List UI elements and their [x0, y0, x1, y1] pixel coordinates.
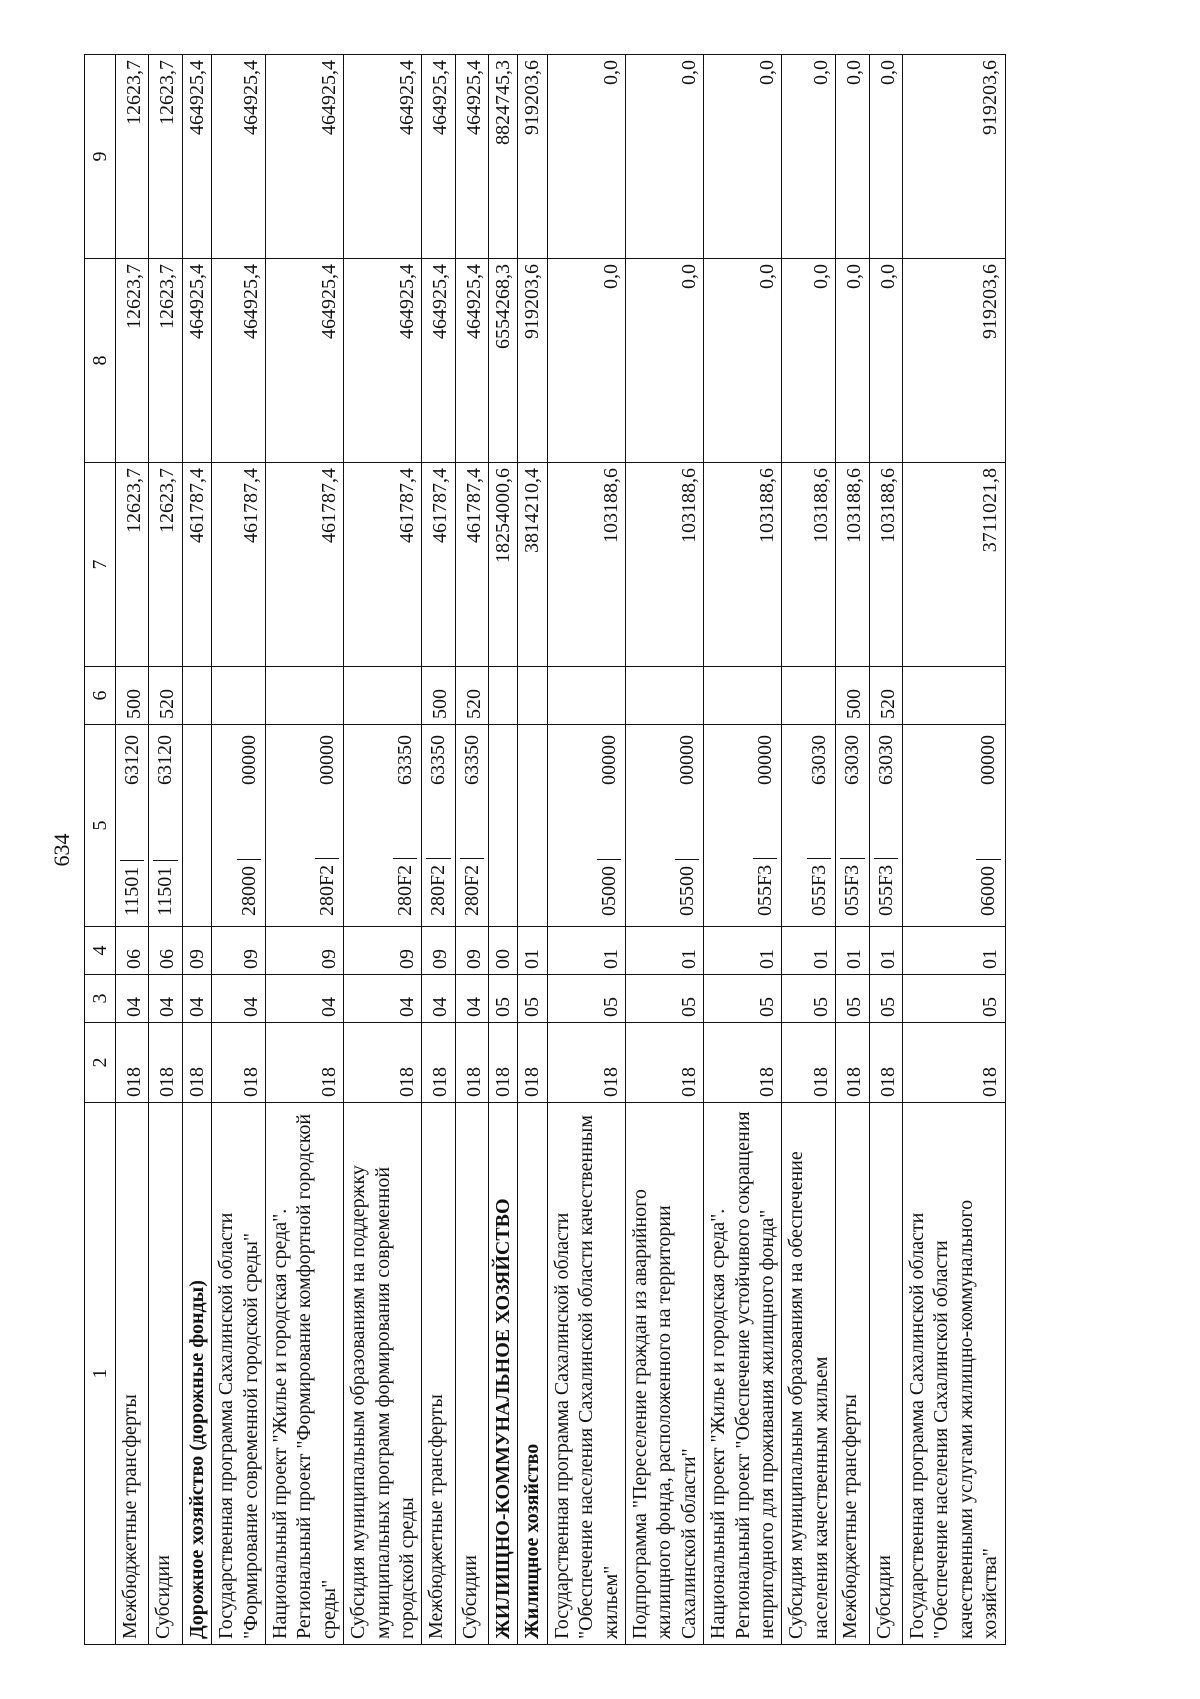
row-name: Государственная программа Сахалинской области "Обеспечение населения Сахалинской области качественными услугами жилищно-коммунального хозяйства" [902, 1103, 1005, 1645]
ministry-code: 018 [265, 1023, 343, 1103]
subsection-code: 09 [344, 927, 422, 975]
expense-type-code [212, 667, 266, 725]
subsection-code: 01 [547, 927, 625, 975]
target-article [235, 730, 263, 921]
expense-type-code [626, 667, 704, 725]
row-name: Субсидия муниципальным образованиям на обеспечение населения качественным жильем [782, 1103, 836, 1645]
ministry-code: 018 [547, 1023, 625, 1103]
header-row [85, 55, 116, 1645]
target-article [805, 730, 833, 921]
ministry-code: 018 [489, 1023, 518, 1103]
ministry-code: 018 [704, 1023, 782, 1103]
table-row [704, 55, 782, 1645]
amount-col-9: 0,0 [782, 55, 836, 259]
amount-col-8: 464925,4 [265, 259, 343, 463]
target-article [391, 730, 419, 921]
column-header: 3 [85, 975, 116, 1023]
target-article [151, 730, 179, 921]
row-name: Субсидия муниципальным образованиям на поддержку муниципальных программ формирования современной городской среды [344, 1103, 422, 1645]
target-article-direction: 63030 [841, 735, 864, 785]
target-article-program: 055F3 [874, 858, 898, 916]
expense-type-code [182, 667, 211, 725]
target-article-cell [265, 725, 343, 927]
section-code: 05 [626, 975, 704, 1023]
amount-col-9: 8824745,3 [489, 55, 518, 259]
target-article-program: 11501 [153, 860, 177, 916]
target-article-program: 05000 [597, 859, 621, 916]
ministry-code: 018 [116, 1023, 149, 1103]
target-article-cell [869, 725, 902, 927]
page-number: 634 [49, 833, 74, 867]
amount-col-7: 461787,4 [212, 463, 266, 667]
expense-type-code [518, 667, 547, 725]
section-code: 05 [518, 975, 547, 1023]
target-article [838, 730, 866, 921]
target-article-cell [704, 725, 782, 927]
section-code: 05 [902, 975, 1005, 1023]
section-code: 04 [116, 975, 149, 1023]
target-article [595, 730, 623, 921]
subsection-code: 01 [704, 927, 782, 975]
amount-col-7: 103188,6 [704, 463, 782, 667]
target-article-cell [902, 725, 1005, 927]
expense-type-code [902, 667, 1005, 725]
target-article [205, 730, 209, 921]
table-row [116, 55, 149, 1645]
amount-col-9: 464925,4 [344, 55, 422, 259]
row-name: Межбюджетные трансферты [836, 1103, 869, 1645]
amount-col-9: 919203,6 [518, 55, 547, 259]
row-name: Межбюджетные трансферты [422, 1103, 455, 1645]
expense-type-code [782, 667, 836, 725]
amount-col-8: 0,0 [836, 259, 869, 463]
amount-col-9: 464925,4 [212, 55, 266, 259]
target-article-program: 280F2 [393, 858, 417, 916]
target-article-cell [422, 725, 455, 927]
target-article-cell [489, 725, 518, 927]
subsection-code: 06 [116, 927, 149, 975]
row-name: Межбюджетные трансферты [116, 1103, 149, 1645]
expense-type-code: 500 [116, 667, 149, 725]
amount-col-8: 919203,6 [518, 259, 547, 463]
ministry-code: 018 [626, 1023, 704, 1103]
section-code: 05 [489, 975, 518, 1023]
subsection-code: 01 [626, 927, 704, 975]
target-article-direction: 63120 [154, 735, 177, 785]
target-article [458, 730, 486, 921]
expense-type-code [489, 667, 518, 725]
target-article [313, 730, 341, 921]
target-article-direction: 00000 [315, 735, 338, 785]
subsection-code: 00 [489, 927, 518, 975]
row-name: ЖИЛИЩНО-КОММУНАЛЬНОЕ ХОЗЯЙСТВО [489, 1103, 518, 1645]
column-header: 8 [85, 259, 116, 463]
subsection-code: 09 [212, 927, 266, 975]
document-page [40, 55, 1040, 1645]
target-article-cell [212, 725, 266, 927]
amount-col-8: 464925,4 [455, 259, 488, 463]
subsection-code: 01 [836, 927, 869, 975]
amount-col-9: 464925,4 [265, 55, 343, 259]
table-row [869, 55, 902, 1645]
amount-col-7: 103188,6 [626, 463, 704, 667]
target-article-cell [626, 725, 704, 927]
row-name: Национальный проект "Жилье и городская среда". Региональный проект "Формирование комфортной городской среды" [265, 1103, 343, 1645]
target-article-cell [455, 725, 488, 927]
amount-col-7: 18254000,6 [489, 463, 518, 667]
target-article-program: 055F3 [753, 858, 777, 916]
amount-col-7: 103188,6 [782, 463, 836, 667]
table-row [422, 55, 455, 1645]
ministry-code: 018 [836, 1023, 869, 1103]
target-article [872, 730, 900, 921]
amount-col-8: 0,0 [869, 259, 902, 463]
table-row [518, 55, 547, 1645]
target-article-program: 055F3 [840, 858, 864, 916]
amount-col-9: 464925,4 [422, 55, 455, 259]
subsection-code: 01 [869, 927, 902, 975]
expense-type-code [265, 667, 343, 725]
target-article-cell [782, 725, 836, 927]
target-article-direction: 63030 [874, 735, 897, 785]
section-code: 05 [782, 975, 836, 1023]
row-name: Национальный проект "Жилье и городская среда". Региональный проект "Обеспечение устойчивого сокращения непригодного для проживания жилищного фонда" [704, 1103, 782, 1645]
section-code: 04 [149, 975, 182, 1023]
table-row [782, 55, 836, 1645]
column-header: 7 [85, 463, 116, 667]
row-name: Дорожное хозяйство (дорожные фонды) [182, 1103, 211, 1645]
subsection-code: 01 [782, 927, 836, 975]
target-article-program: 05500 [675, 859, 699, 916]
ministry-code: 018 [782, 1023, 836, 1103]
amount-col-9: 919203,6 [902, 55, 1005, 259]
table-row [212, 55, 266, 1645]
row-name: Субсидии [149, 1103, 182, 1645]
amount-col-9: 0,0 [836, 55, 869, 259]
subsection-code: 09 [182, 927, 211, 975]
expense-type-code: 520 [149, 667, 182, 725]
target-article [424, 730, 452, 921]
amount-col-8: 0,0 [626, 259, 704, 463]
amount-col-7: 103188,6 [836, 463, 869, 667]
amount-col-8: 12623,7 [116, 259, 149, 463]
target-article-program: 280F2 [426, 858, 450, 916]
target-article-direction: 63350 [460, 735, 483, 785]
column-header: 1 [85, 1103, 116, 1645]
section-code: 05 [869, 975, 902, 1023]
column-header: 2 [85, 1023, 116, 1103]
section-code: 04 [422, 975, 455, 1023]
subsection-code: 09 [422, 927, 455, 975]
amount-col-8: 464925,4 [422, 259, 455, 463]
amount-col-9: 0,0 [626, 55, 704, 259]
amount-col-7: 461787,4 [265, 463, 343, 667]
target-article-cell [116, 725, 149, 927]
amount-col-8: 0,0 [547, 259, 625, 463]
amount-col-9: 12623,7 [116, 55, 149, 259]
amount-col-7: 461787,4 [344, 463, 422, 667]
target-article-direction: 00000 [597, 735, 620, 785]
target-article-direction: 63120 [121, 735, 143, 785]
target-article-direction: 00000 [675, 735, 698, 785]
section-code: 04 [212, 975, 266, 1023]
target-article [511, 730, 515, 921]
amount-col-8: 464925,4 [212, 259, 266, 463]
section-code: 04 [455, 975, 488, 1023]
subsection-code: 09 [455, 927, 488, 975]
target-article-direction: 63350 [427, 735, 450, 785]
amount-col-7: 461787,4 [455, 463, 488, 667]
amount-col-7: 3814210,4 [518, 463, 547, 667]
amount-col-7: 12623,7 [116, 463, 149, 667]
target-article-program: 055F3 [807, 858, 831, 916]
amount-col-7: 12623,7 [149, 463, 182, 667]
target-article-direction: 00000 [977, 735, 1000, 785]
expense-type-code [344, 667, 422, 725]
column-header: 5 [85, 725, 116, 927]
target-article-cell [547, 725, 625, 927]
table-row [836, 55, 869, 1645]
target-article-direction: 63350 [393, 735, 416, 785]
target-article [541, 730, 545, 921]
target-article [673, 730, 701, 921]
target-article-program: 280F2 [460, 858, 484, 916]
target-article-program: 28000 [237, 859, 261, 916]
table-row [489, 55, 518, 1645]
amount-col-9: 12623,7 [149, 55, 182, 259]
section-code: 05 [547, 975, 625, 1023]
amount-col-9: 0,0 [704, 55, 782, 259]
amount-col-8: 0,0 [782, 259, 836, 463]
amount-col-8: 6554268,3 [489, 259, 518, 463]
amount-col-8: 919203,6 [902, 259, 1005, 463]
target-article-program: 11501 [120, 860, 144, 916]
target-article-direction: 63030 [807, 735, 830, 785]
ministry-code: 018 [422, 1023, 455, 1103]
target-article-cell [149, 725, 182, 927]
ministry-code: 018 [902, 1023, 1005, 1103]
table-row [626, 55, 704, 1645]
ministry-code: 018 [212, 1023, 266, 1103]
target-article [118, 730, 146, 921]
amount-col-9: 464925,4 [455, 55, 488, 259]
target-article-cell [344, 725, 422, 927]
amount-col-8: 12623,7 [149, 259, 182, 463]
expense-type-code: 500 [422, 667, 455, 725]
table-row [547, 55, 625, 1645]
subsection-code: 06 [149, 927, 182, 975]
target-article-direction: 00000 [753, 735, 776, 785]
target-article [751, 730, 779, 921]
target-article-cell [836, 725, 869, 927]
amount-col-8: 464925,4 [344, 259, 422, 463]
expense-type-code [547, 667, 625, 725]
ministry-code: 018 [455, 1023, 488, 1103]
row-name: Субсидии [455, 1103, 488, 1645]
amount-col-7: 103188,6 [869, 463, 902, 667]
table-row [265, 55, 343, 1645]
subsection-code: 01 [902, 927, 1005, 975]
ministry-code: 018 [149, 1023, 182, 1103]
column-header: 4 [85, 927, 116, 975]
target-article-program: 280F2 [315, 858, 339, 916]
amount-col-7: 103188,6 [547, 463, 625, 667]
amount-col-9: 0,0 [547, 55, 625, 259]
amount-col-8: 0,0 [704, 259, 782, 463]
section-code: 04 [344, 975, 422, 1023]
row-name: Подпрограмма "Переселение граждан из аварийного жилищного фонда, расположенного на территории Сахалинской области" [626, 1103, 704, 1645]
column-header: 9 [85, 55, 116, 259]
table-row [344, 55, 422, 1645]
row-name: Жилищное хозяйство [518, 1103, 547, 1645]
expense-type-code: 500 [836, 667, 869, 725]
section-code: 04 [182, 975, 211, 1023]
target-article-cell [518, 725, 547, 927]
row-name: Государственная программа Сахалинской области "Формирование современной городской среды" [212, 1103, 266, 1645]
section-code: 05 [704, 975, 782, 1023]
amount-col-7: 3711021,8 [902, 463, 1005, 667]
expense-type-code: 520 [869, 667, 902, 725]
ministry-code: 018 [869, 1023, 902, 1103]
column-header: 6 [85, 667, 116, 725]
target-article-direction: 00000 [237, 735, 260, 785]
ministry-code: 018 [182, 1023, 211, 1103]
target-article [974, 730, 1002, 921]
amount-col-7: 461787,4 [182, 463, 211, 667]
expense-type-code [704, 667, 782, 725]
subsection-code: 01 [518, 927, 547, 975]
subsection-code: 09 [265, 927, 343, 975]
amount-col-9: 464925,4 [182, 55, 211, 259]
table-row [902, 55, 1005, 1645]
section-code: 04 [265, 975, 343, 1023]
table-row [149, 55, 182, 1645]
row-name: Субсидии [869, 1103, 902, 1645]
row-name: Государственная программа Сахалинской области "Обеспечение населения Сахалинской области качественным жильем" [547, 1103, 625, 1645]
expense-type-code: 520 [455, 667, 488, 725]
section-code: 05 [836, 975, 869, 1023]
table-row [182, 55, 211, 1645]
table-row [455, 55, 488, 1645]
amount-col-8: 464925,4 [182, 259, 211, 463]
budget-table [84, 54, 1006, 1645]
ministry-code: 018 [518, 1023, 547, 1103]
amount-col-7: 461787,4 [422, 463, 455, 667]
target-article-cell [182, 725, 211, 927]
ministry-code: 018 [344, 1023, 422, 1103]
target-article-program: 06000 [976, 859, 1000, 916]
amount-col-9: 0,0 [869, 55, 902, 259]
